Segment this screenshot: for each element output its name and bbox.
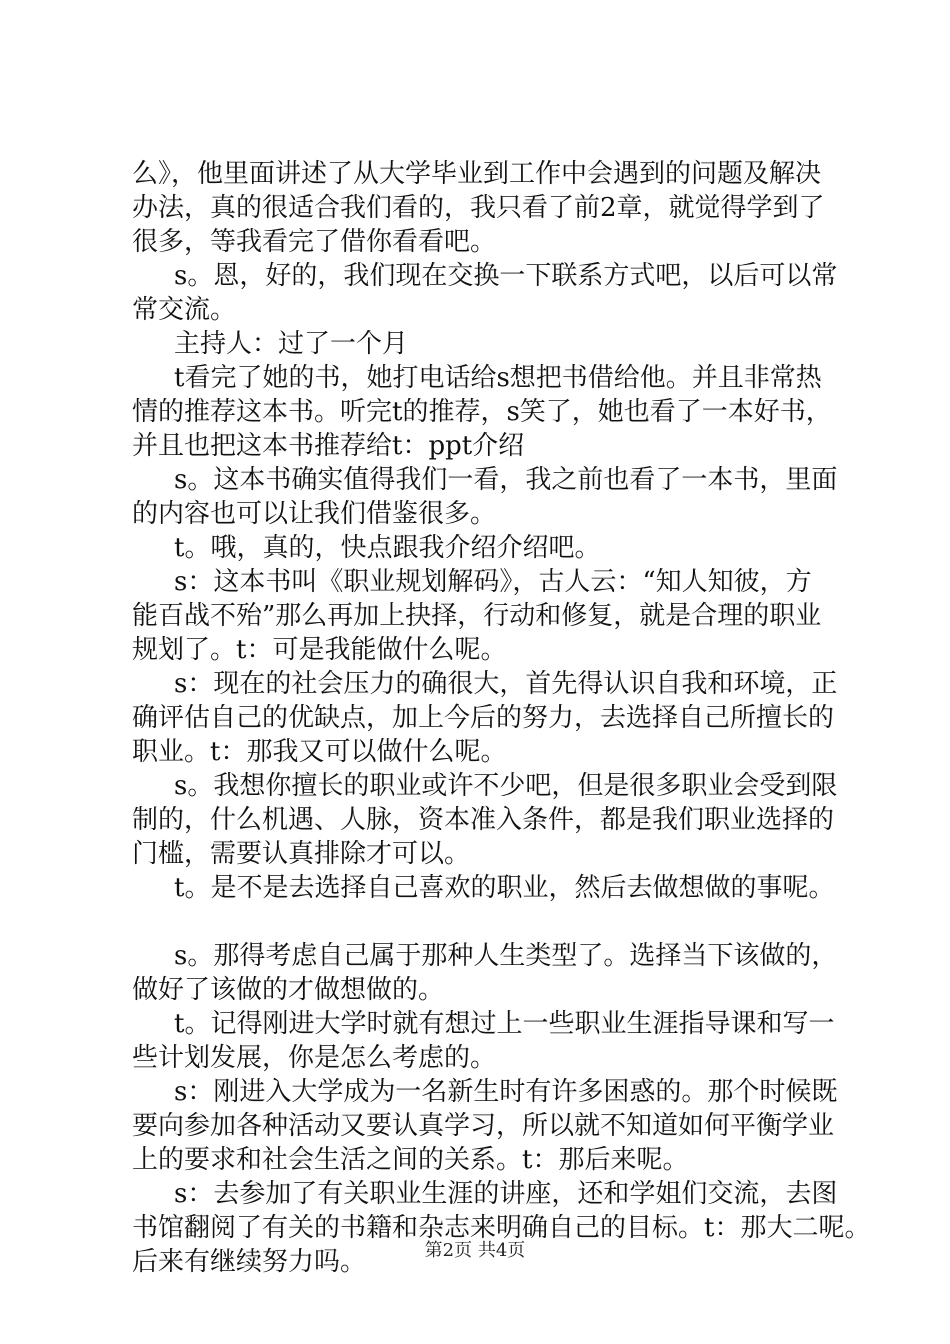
text-line: s。恩，好的，我们现在交换一下联系方式吧，以后可以常 [174, 261, 838, 291]
text-line: s：这本书叫《职业规划解码》，古人云：“知人知彼，方 [174, 567, 812, 597]
text-line: 上的要求和社会生活之间的关系。t：那后来呢。 [132, 1145, 689, 1175]
text-line: 能百战不殆”那么再加上抉择，行动和修复，就是合理的职业 [132, 601, 822, 631]
text-line: 做好了该做的才做想做的。 [132, 975, 445, 1005]
text-line: t。是不是去选择自己喜欢的职业，然后去做想做的事呢。 [174, 873, 835, 903]
text-line: 确评估自己的优缺点，加上今后的努力，去选择自己所擅长的 [132, 703, 835, 733]
text-line: s：去参加了有关职业生涯的讲座，还和学姐们交流，去图 [174, 1179, 838, 1209]
text-line: 情的推荐这本书。听完t的推荐，s笑了，她也看了一本好书， [132, 397, 832, 427]
text-line: s。我想你擅长的职业或许不少吧，但是很多职业会受到限 [174, 771, 838, 801]
text-line: s：刚进入大学成为一名新生时有许多困惑的。那个时候既 [174, 1077, 838, 1107]
text-line: 些计划发展，你是怎么考虑的。 [132, 1043, 497, 1073]
text-line: 书馆翻阅了有关的书籍和杂志来明确自己的目标。t：那大二呢。 [132, 1213, 871, 1243]
text-line: s。这本书确实值得我们一看，我之前也看了一本书，里面 [174, 465, 838, 495]
text-line: 办法，真的很适合我们看的，我只看了前2章，就觉得学到了 [132, 193, 825, 223]
text-line: 后来有继续努力吗。 [132, 1247, 367, 1277]
text-line: 主持人：过了一个月 [174, 329, 409, 359]
text-line: s。那得考虑自己属于那种人生类型了。选择当下该做的， [174, 941, 838, 971]
text-line: 并且也把这本书推荐给t：ppt介绍 [132, 431, 525, 461]
text-line: 要向参加各种活动又要认真学习，所以就不知道如何平衡学业 [132, 1111, 835, 1141]
text-line: t看完了她的书，她打电话给s想把书借给他。并且非常热 [174, 363, 822, 393]
text-line: t。哦，真的，快点跟我介绍介绍吧。 [174, 533, 601, 563]
text-line: t。记得刚进大学时就有想过上一些职业生涯指导课和写一 [174, 1009, 835, 1039]
text-line: 规划了。t：可是我能做什么呢。 [132, 635, 507, 665]
text-line: 门槛，需要认真排除才可以。 [132, 839, 471, 869]
text-line: 职业。t：那我又可以做什么呢。 [132, 737, 507, 767]
text-line: 制的，什么机遇、人脉，资本准入条件，都是我们职业选择的 [132, 805, 835, 835]
text-line: s：现在的社会压力的确很大，首先得认识自我和环境，正 [174, 669, 838, 699]
text-line: 的内容也可以让我们借鉴很多。 [132, 499, 497, 529]
page-footer: 第2页 共4页 [424, 1240, 526, 1261]
text-line: 很多，等我看完了借你看看吧。 [132, 227, 497, 257]
text-line: 常交流。 [132, 295, 237, 325]
text-line: 么》，他里面讲述了从大学毕业到工作中会遇到的问题及解决 [132, 159, 822, 189]
